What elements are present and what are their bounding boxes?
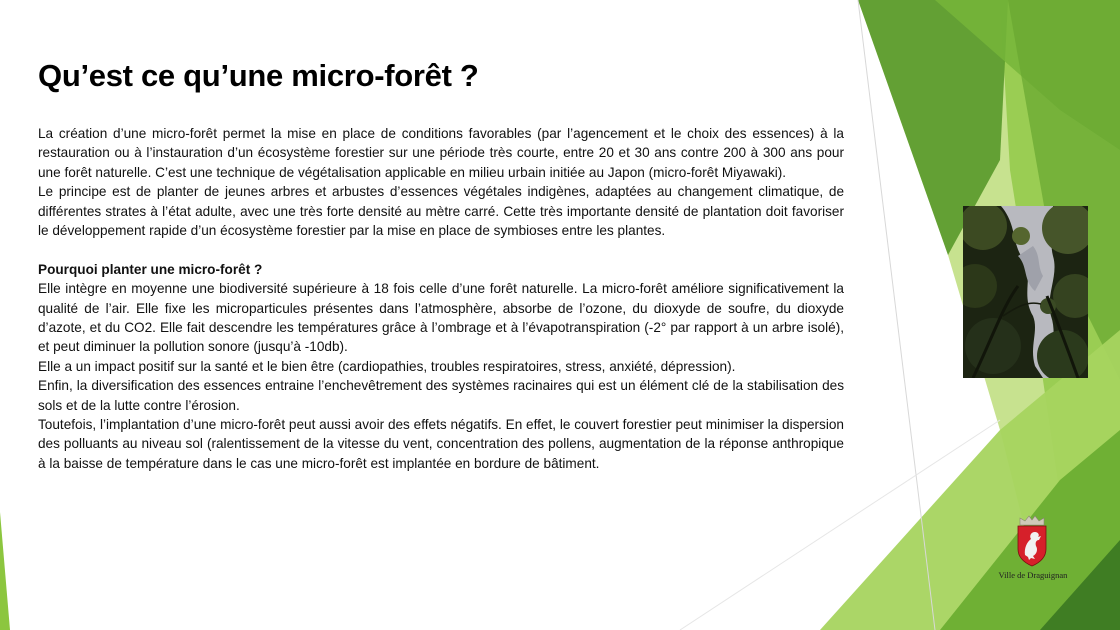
tree-canopy-photo: [963, 206, 1088, 378]
town-name: Ville de Draguignan: [998, 570, 1068, 580]
draguignan-crest-icon: [1015, 515, 1049, 567]
town-logo: [993, 515, 1073, 585]
paragraph-drawbacks: Toutefois, l’implantation d’une micro-forêt peut aussi avoir des effets négatifs. En effet, le couvert forestier peut minimiser la dispersion des polluants au niveau sol (ralentissement de la vitesse du vent, concentration des pollens, augmentation de la réponse anthropique à la baisse de température dans le cas une micro-forêt est implantée en bordure de bâtiment.: [38, 417, 844, 471]
paragraph-principle: Le principe est de planter de jeunes arbres et arbustes d’essences végétales indigènes, adaptées au changement climatique, de différentes strates à l’état adulte, avec une très forte densité au mètre carré. Cette très importante densité de plantation doit favoriser le développement rapide d’un écosystème forestier par la mise en place de symbioses entre les plantes.: [38, 184, 844, 239]
slide-body: [38, 124, 844, 473]
section-subheading: Pourquoi planter une micro-forêt ?: [38, 261, 263, 277]
paragraph-spacer: [38, 240, 844, 259]
paragraph-benefits: Elle intègre en moyenne une biodiversité supérieure à 18 fois celle d’une forêt naturelle. La micro-forêt améliore significativement la qualité de l’air. Elle fixe les microparticules présentes dans l’atmosphère, absorbe de l’ozone, du dioxyde de soufre, du dioxyde d’azote, et du CO2. Elle fait descendre les températures grâce à l’ombrage et à l’évapotranspiration (-2° par rapport à un arbre isolé), et peut diminuer la pollution sonore (jusqu’à -10db).: [38, 281, 844, 355]
paragraph-health: Elle a un impact positif sur la santé et le bien être (cardiopathies, troubles respiratoires, stress, anxiété, dépression).: [38, 358, 736, 374]
paragraph-intro: La création d’une micro-forêt permet la mise en place de conditions favorables (par l’agencement et le choix des essences) à la restauration ou à l’instauration d’un écosystème forestier sur une période très courte, entre 20 et 30 ans contre 200 à 300 ans pour une forêt naturelle. C’est une technique de végétalisation applicable en milieu urbain initiée au Japon (micro-forêt Miyawaki).: [38, 126, 844, 180]
slide-title: Qu’est ce qu’une micro-forêt ?: [38, 58, 479, 93]
paragraph-erosion: Enfin, la diversification des essences entraine l’enchevêtrement des systèmes racinaires qui est un élément clé de la stabilisation des sols et de la lutte contre l’érosion.: [38, 378, 844, 413]
